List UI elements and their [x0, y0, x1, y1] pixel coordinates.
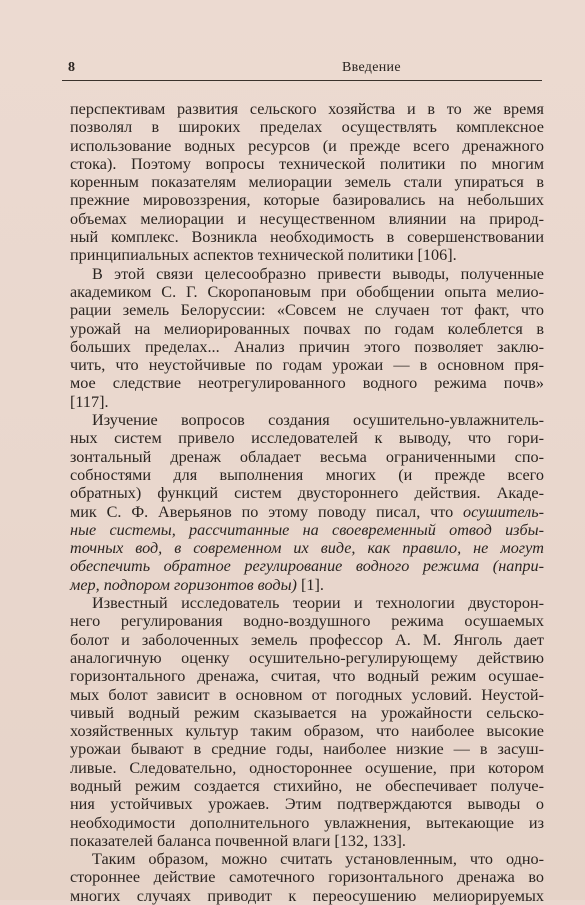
text-line: [70, 631, 544, 649]
text-line: [70, 686, 544, 704]
text-line: [70, 576, 544, 594]
text-line: [70, 283, 544, 301]
line-text: зонтальный дренаж обладает весьма ограниченными спо-: [70, 447, 544, 466]
text-line: [70, 612, 544, 630]
text-line: [70, 228, 544, 246]
line-text: прежние мировоззрения, которые базировались на небольших: [70, 191, 544, 210]
text-line: [70, 320, 544, 338]
text-line: [70, 374, 544, 392]
line-text: [1].: [296, 575, 324, 594]
text-line: [70, 722, 544, 740]
line-text: Изучение вопросов создания осушительно-увлажнитель-: [92, 411, 544, 430]
line-text: принципиальных аспектов технической политики [106].: [70, 246, 457, 265]
line-text: мик С. Ф. Аверьянов по этому поводу писал, что: [70, 502, 464, 521]
line-text: больших пределах... Анализ причин этого позволяет заклю-: [70, 337, 544, 356]
line-text: урожаи бывают в средние годы, наиболее низкие — в засуш-: [70, 740, 544, 759]
text-line: [70, 777, 544, 795]
text-line: [70, 411, 544, 429]
line-text: ных систем привело исследователей к выводу, что гори-: [70, 429, 544, 448]
line-text: него регулирования водно-воздушного режима осушаемых: [70, 612, 544, 631]
text-line: [70, 850, 544, 868]
text-line: [70, 594, 544, 612]
line-text: рации земель Белоруссии: «Совсем не случаен тот факт, что: [70, 301, 544, 320]
text-line: [70, 246, 544, 264]
line-text: В этой связи целесообразно привести выводы, полученные: [92, 264, 544, 283]
text-line: [70, 740, 544, 758]
text-line: [70, 338, 544, 356]
text-line: [70, 704, 544, 722]
page-header: [62, 58, 542, 80]
line-text: многих случаях приводит к переосушению мелиорируемых: [70, 886, 544, 905]
text-line: [70, 393, 544, 411]
line-text: перспективам развития сельского хозяйства и в то же время: [70, 100, 544, 118]
text-line: [70, 356, 544, 374]
line-text: использование водных ресурсов (и прежде всего дренажного: [70, 136, 544, 155]
text-line: [70, 759, 544, 777]
text-line: [70, 301, 544, 319]
text-line: [70, 539, 544, 557]
text-line: [70, 173, 544, 191]
text-line: [70, 557, 544, 575]
line-text: чивый водный режим сказывается на урожайности сельско-: [70, 703, 544, 722]
line-text: стока). Поэтому вопросы технической политики по многим: [70, 154, 544, 173]
line-text: Таким образом, можно считать установленным, что одно-: [92, 850, 544, 869]
text-line: [70, 265, 544, 283]
text-line: [70, 484, 544, 502]
line-text: горизонтального дренажа, считая, что водный режим осушае-: [70, 667, 544, 686]
line-text: болот и заболоченных земель профессор А. М. Янголь дает: [70, 630, 544, 649]
text-line: [70, 868, 544, 886]
line-text: стороннее действие самотечного горизонтального дренажа во: [70, 868, 544, 887]
line-text: чить, что неустойчивые по годам урожаи — в основном пря-: [70, 356, 544, 375]
text-line: [70, 667, 544, 685]
text-line: [70, 100, 544, 118]
text-line: [70, 503, 544, 521]
text-line: [70, 118, 544, 136]
text-line: [70, 191, 544, 209]
line-text: хозяйственных культур таким образом, что наиболее высокие: [70, 722, 544, 741]
line-text: ный комплекс. Возникла необходимость в совершенствовании: [70, 228, 544, 247]
line-text: обратных) функций систем двустороннего действия. Акаде-: [70, 484, 544, 503]
line-text: Известный исследователь теории и технологии двусторон-: [92, 594, 544, 613]
line-text: показателей баланса почвенной влаги [132, 133].: [70, 831, 406, 850]
text-line: [70, 887, 544, 905]
text-line: [70, 155, 544, 173]
line-text: мых болот зависит в основном от погодных условий. Неустой-: [70, 685, 544, 704]
line-italic-text: точных вод, в современном их виде, как правило, не могут: [70, 539, 544, 558]
text-line: [70, 814, 544, 832]
line-text: водный режим создается стихийно, не обеспечивает получе-: [70, 776, 544, 795]
line-text: необходимости дополнительного увлажнения, вытекающие из: [70, 813, 544, 832]
line-text: мое следствие неотрегулированного водного режима почв»: [70, 374, 544, 393]
text-line: [70, 521, 544, 539]
body-text: [70, 100, 544, 905]
line-text: [117].: [70, 392, 109, 411]
text-line: [70, 832, 544, 850]
text-line: [70, 795, 544, 813]
line-text: ния устойчивых урожаев. Этим подтверждаются выводы о: [70, 795, 544, 814]
text-line: [70, 466, 544, 484]
line-text: коренным показателям мелиорации земель стали упираться в: [70, 173, 544, 192]
line-text: ливые. Следовательно, одностороннее осушение, при котором: [70, 758, 544, 777]
line-italic-text: мер, подпором горизонтов воды): [70, 575, 297, 594]
text-line: [70, 137, 544, 155]
line-text: урожай на мелиорированных почвах по годам колеблется в: [70, 319, 544, 338]
line-text: собностями для выполнения многих (и прежде всего: [70, 465, 544, 484]
text-line: [70, 649, 544, 667]
header-rule: [62, 80, 542, 81]
text-line: [70, 429, 544, 447]
text-line: [70, 210, 544, 228]
line-text: объемах мелиорации и несущественном влиянии на природ-: [70, 209, 544, 228]
page-number: 8: [68, 60, 75, 75]
line-text: аналогичную оценку осушительно-регулирующему действию: [70, 648, 544, 667]
line-text: позволял в широких пределах осуществлять комплексное: [70, 118, 544, 137]
line-text: академиком С. Г. Скоропановым при обобщении опыта мелио-: [70, 282, 544, 301]
line-italic-text: ные системы, рассчитанные на своевременный отвод избы-: [70, 520, 544, 539]
running-title: Введение: [342, 60, 401, 75]
line-italic-text: обеспечить обратное регулирование водного режима (напри-: [70, 557, 544, 576]
text-line: [70, 448, 544, 466]
line-italic-text: осушитель-: [463, 502, 544, 521]
